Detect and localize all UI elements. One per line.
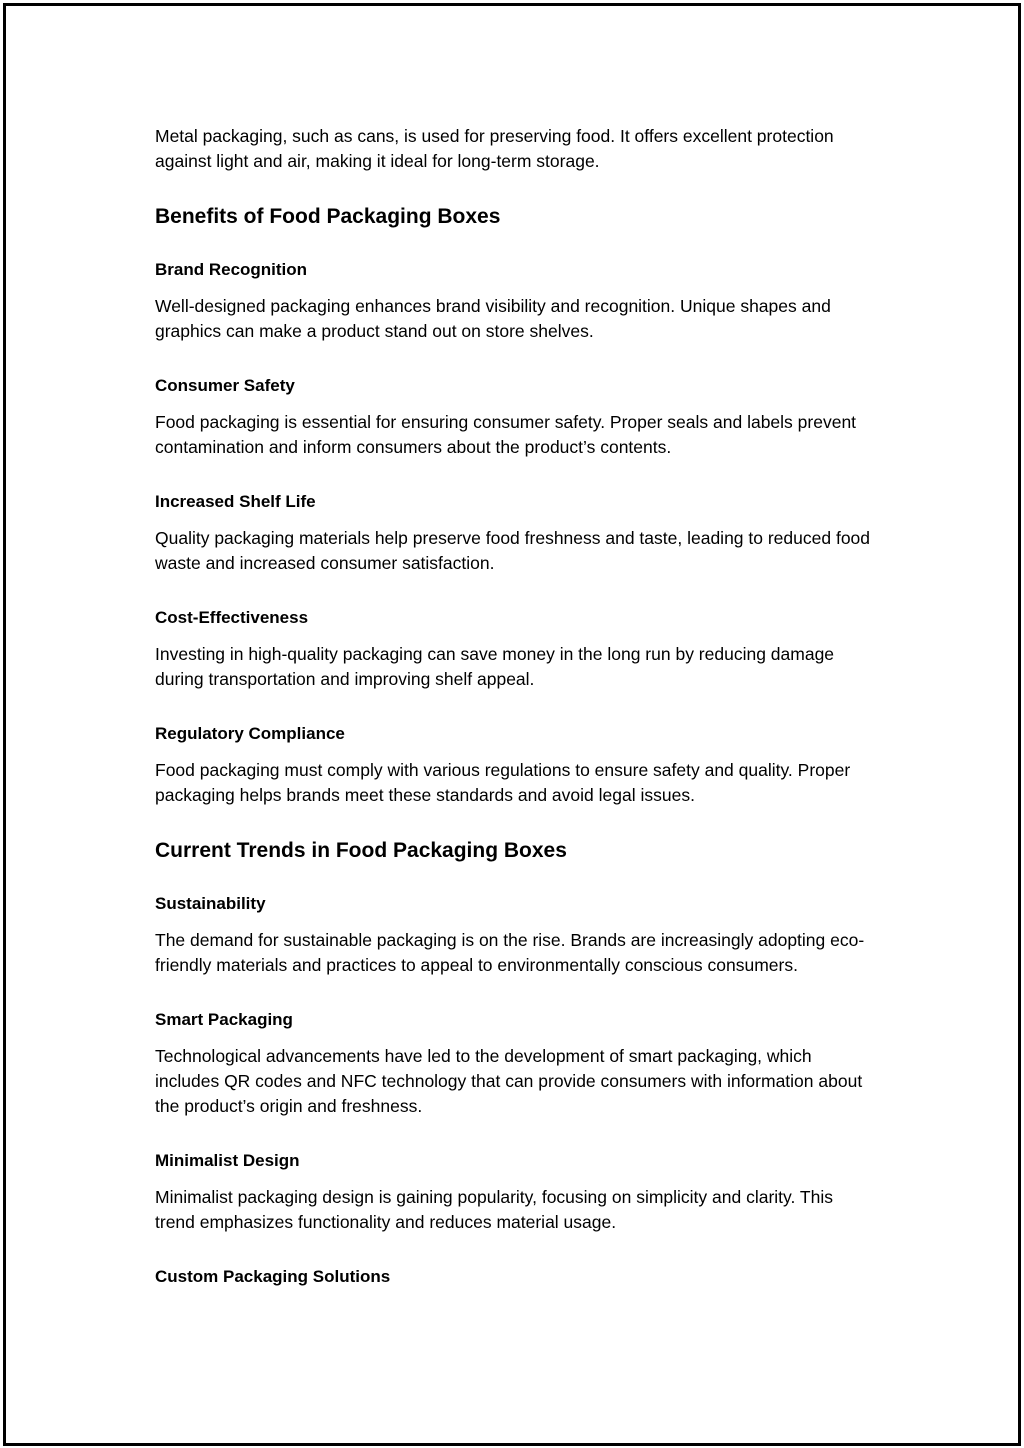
trends-heading: Current Trends in Food Packaging Boxes bbox=[155, 839, 567, 862]
intro-paragraph: Metal packaging, such as cans, is used for preserving food. It offers excellent protection against light and air, making it ideal for long-term storage. bbox=[155, 126, 834, 171]
benefit-text-cost-effectiveness: Investing in high-quality packaging can save money in the long run by reducing damage during transportation and improving shelf appeal. bbox=[155, 644, 835, 689]
trend-title-smart-packaging: Smart Packaging bbox=[155, 1010, 293, 1029]
benefit-title-brand-recognition: Brand Recognition bbox=[155, 260, 308, 279]
benefit-text-consumer-safety: Food packaging is essential for ensuring consumer safety. Proper seals and labels prevent contamination and inform consumers about the product’s contents. bbox=[155, 412, 857, 457]
benefit-title-cost-effectiveness: Cost-Effectiveness bbox=[155, 608, 309, 627]
benefit-title-regulatory-compliance: Regulatory Compliance bbox=[155, 724, 345, 743]
benefit-text-regulatory-compliance: Food packaging must comply with various regulations to ensure safety and quality. Proper packaging helps brands meet these standards and avoid legal issues. bbox=[155, 760, 851, 805]
trend-title-custom-packaging-solutions: Custom Packaging Solutions bbox=[155, 1267, 391, 1286]
trend-text-minimalist-design: Minimalist packaging design is gaining popularity, focusing on simplicity and clarity. This trend emphasizes functionality and reduces material usage. bbox=[155, 1187, 833, 1232]
trend-text-sustainability: The demand for sustainable packaging is on the rise. Brands are increasingly adopting eco-friendly materials and practices to appeal to environmentally conscious consumers. bbox=[155, 930, 865, 975]
trend-text-smart-packaging: Technological advancements have led to the development of smart packaging, which includes QR codes and NFC technology that can provide consumers with information about the product’s origin and freshness. bbox=[155, 1046, 863, 1116]
benefit-text-increased-shelf-life: Quality packaging materials help preserve food freshness and taste, leading to reduced food waste and increased consumer satisfaction. bbox=[155, 528, 871, 573]
benefit-title-increased-shelf-life: Increased Shelf Life bbox=[155, 492, 316, 511]
document-content bbox=[155, 124, 875, 1301]
trend-title-sustainability: Sustainability bbox=[155, 894, 266, 913]
benefit-text-brand-recognition: Well-designed packaging enhances brand visibility and recognition. Unique shapes and graphics can make a product stand out on store shelves. bbox=[155, 296, 831, 341]
benefit-title-consumer-safety: Consumer Safety bbox=[155, 376, 295, 395]
benefits-heading: Benefits of Food Packaging Boxes bbox=[155, 205, 501, 228]
trend-title-minimalist-design: Minimalist Design bbox=[155, 1151, 300, 1170]
